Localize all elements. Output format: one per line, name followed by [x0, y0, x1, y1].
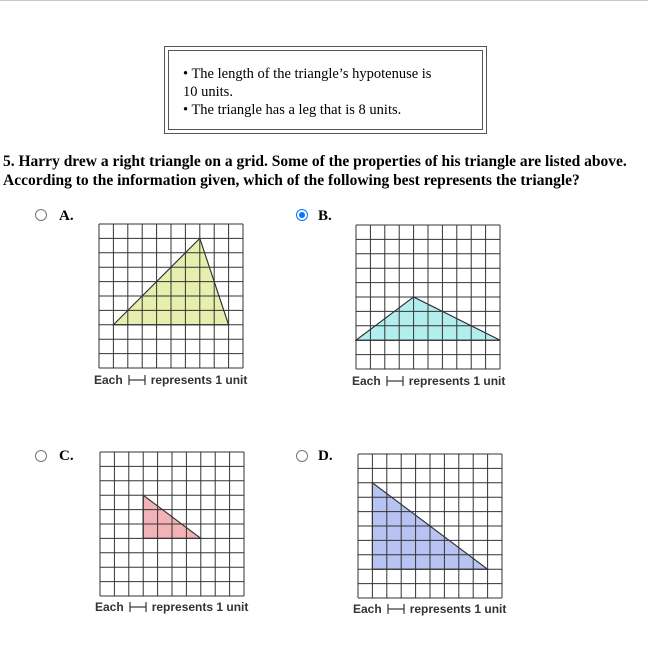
caption-each: Each	[94, 373, 123, 387]
option-b-triangle-grid	[355, 224, 501, 370]
top-divider	[0, 0, 648, 1]
option-d-triangle-grid	[357, 453, 503, 599]
option-d-caption	[353, 602, 506, 616]
caption-each: Each	[352, 374, 381, 388]
question-line-1: 5. Harry drew a right triangle on a grid. Some of the properties of his triangle are listed above.	[3, 153, 627, 170]
properties-box	[164, 46, 487, 134]
option-c-letter: C.	[59, 448, 74, 464]
caption-rest: represents 1 unit	[151, 600, 249, 614]
property-line-3: • The triangle has a leg that is 8 units.	[183, 102, 402, 118]
property-line-1: • The length of the triangle’s hypotenuse is	[183, 66, 432, 82]
option-b-letter: B.	[318, 208, 332, 224]
question-line-2: According to the information given, which of the following best represents the triangle?	[3, 172, 580, 189]
properties-inner	[168, 50, 483, 130]
property-line-2: 10 units.	[183, 84, 233, 100]
option-b-caption	[352, 374, 505, 388]
unit-segment-icon	[128, 374, 146, 386]
unit-segment-icon	[386, 375, 404, 387]
option-c-radio[interactable]	[35, 450, 47, 462]
option-a-triangle-grid	[98, 223, 244, 369]
caption-rest: represents 1 unit	[150, 373, 248, 387]
question-text	[3, 152, 648, 190]
option-a-radio[interactable]	[35, 209, 47, 221]
option-a-caption	[94, 373, 247, 387]
caption-each: Each	[95, 600, 124, 614]
caption-rest: represents 1 unit	[409, 602, 507, 616]
option-c-caption	[95, 600, 248, 614]
unit-segment-icon	[129, 601, 147, 613]
option-d-letter: D.	[318, 448, 333, 464]
option-a-letter: A.	[59, 208, 74, 224]
unit-segment-icon	[387, 603, 405, 615]
option-c-triangle-grid	[99, 451, 245, 597]
option-d-radio[interactable]	[296, 450, 308, 462]
caption-each: Each	[353, 602, 382, 616]
option-b-radio[interactable]	[296, 209, 308, 221]
caption-rest: represents 1 unit	[408, 374, 506, 388]
